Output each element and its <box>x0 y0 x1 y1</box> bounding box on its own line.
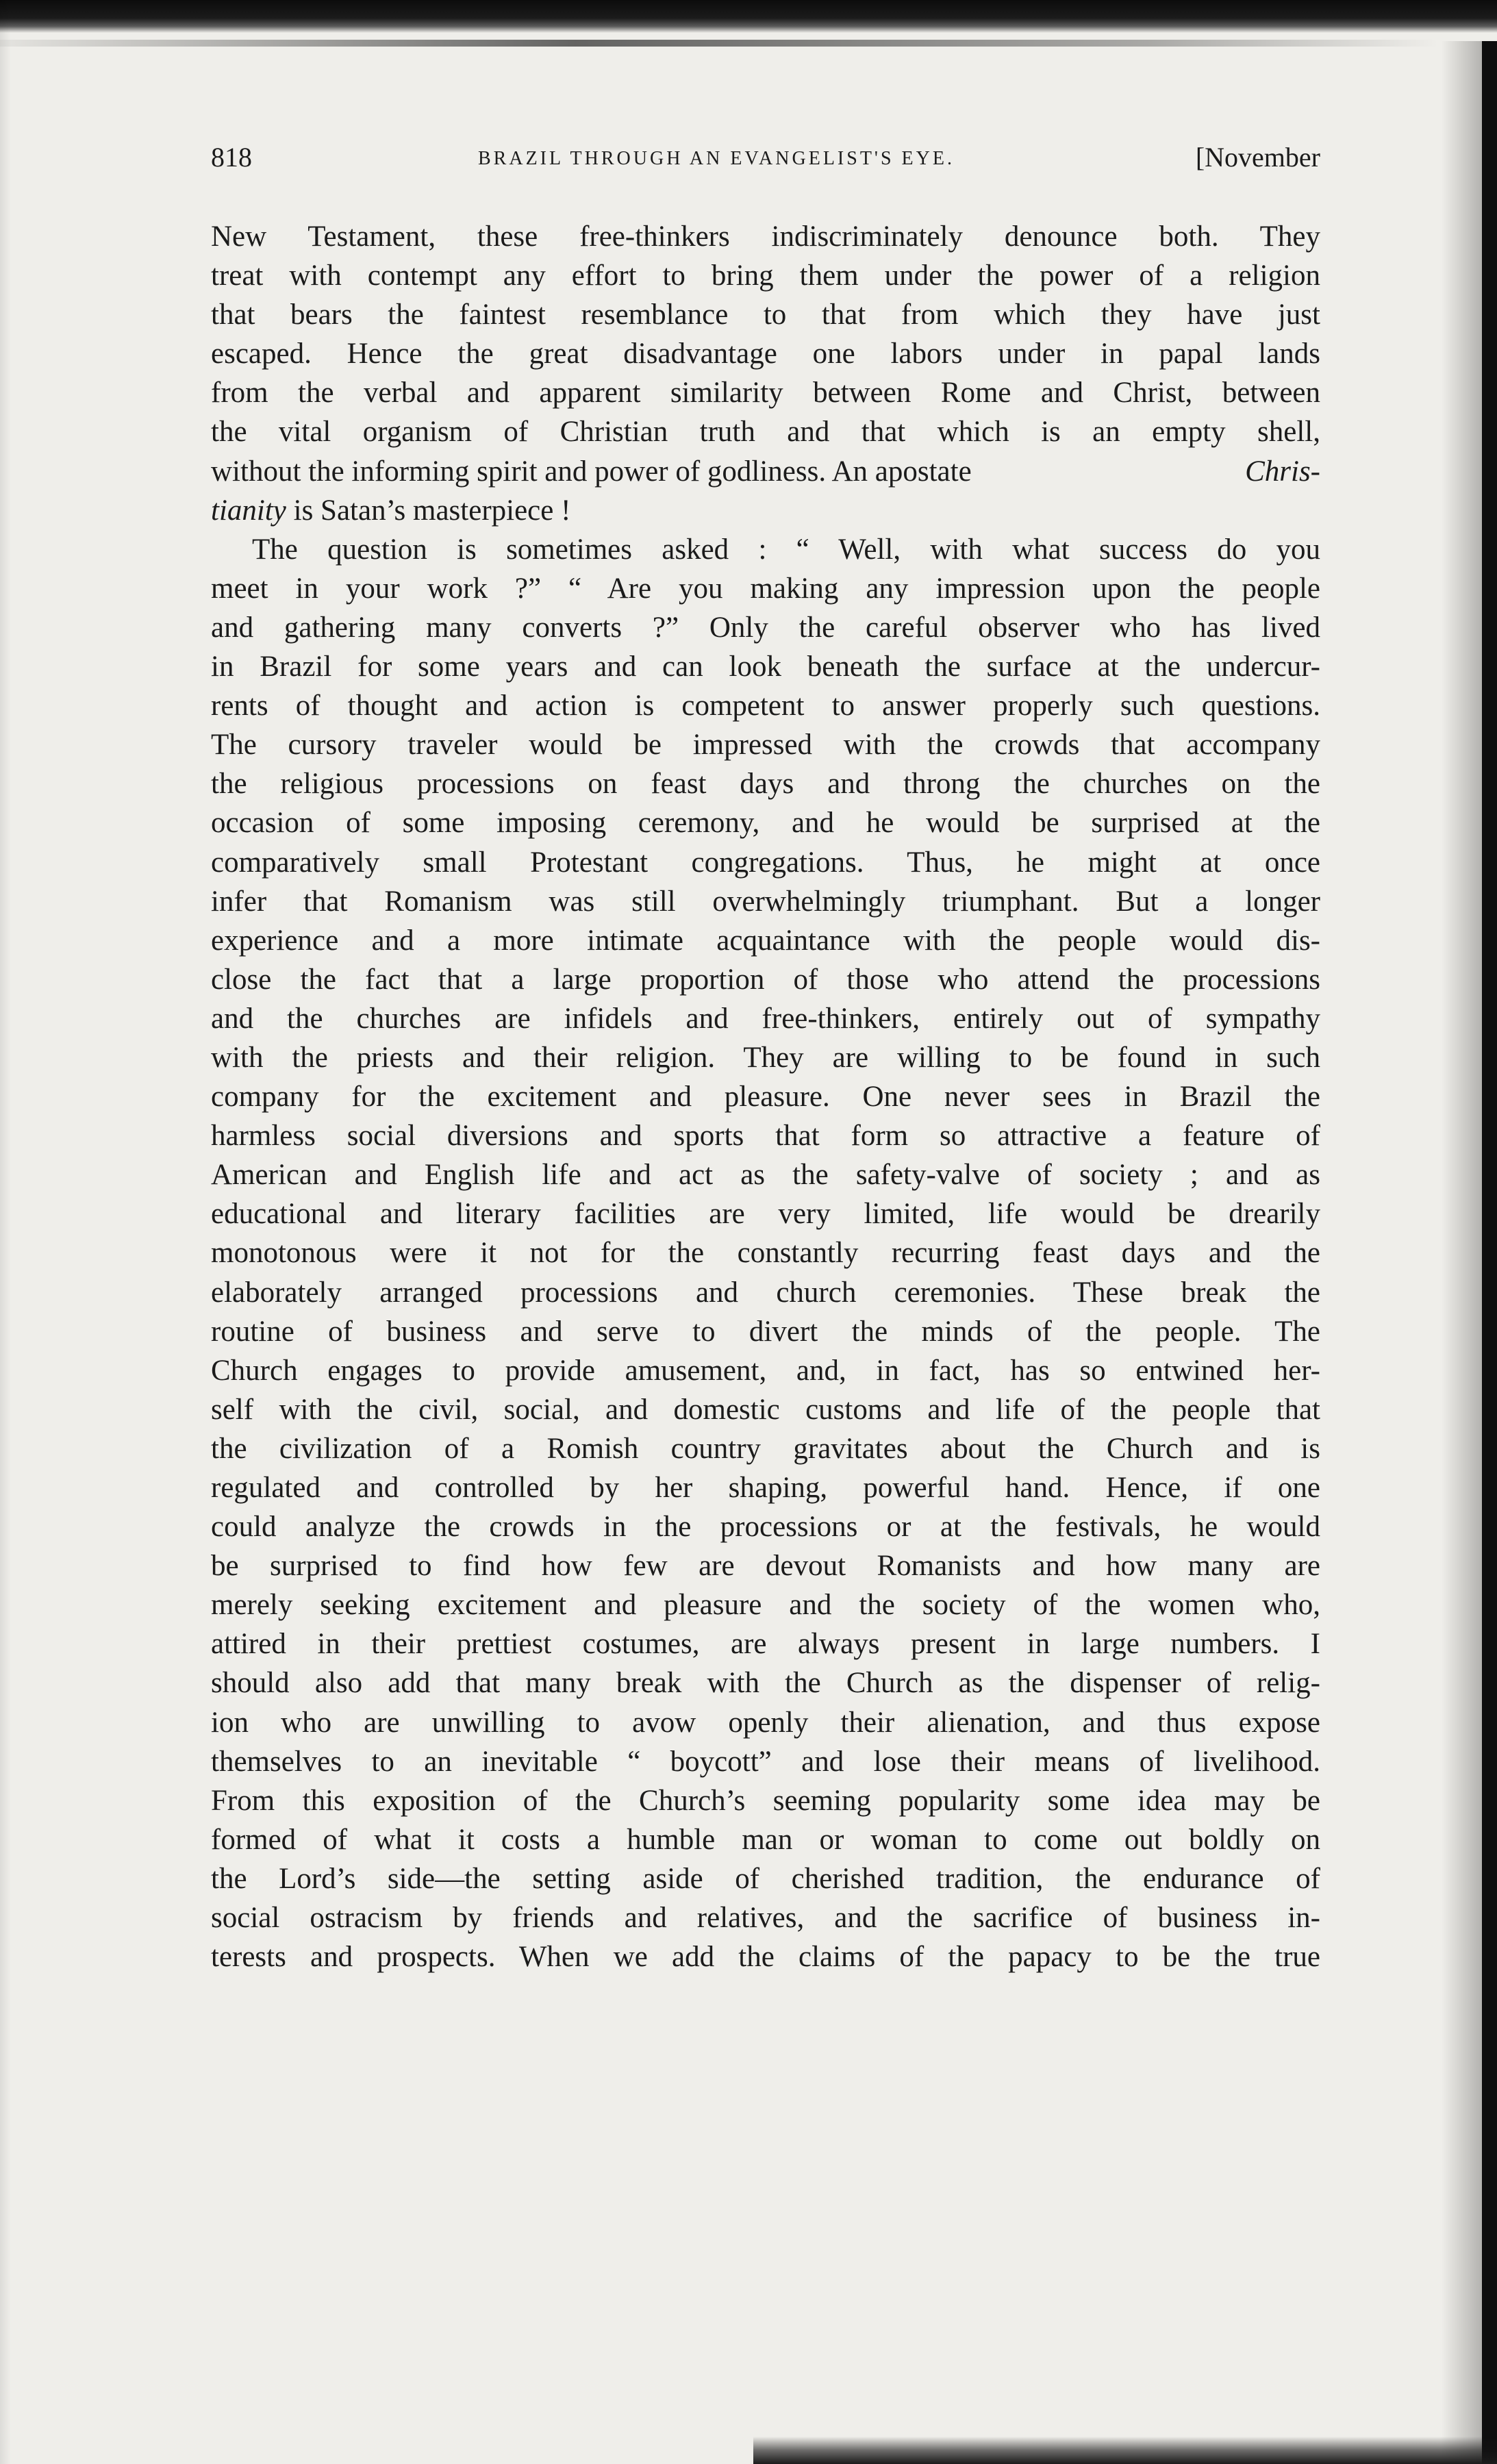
text-line: could analyze the crowds in the processions or at the festivals, he would <box>211 1511 1320 1544</box>
scan-bottom-edge <box>753 2437 1497 2464</box>
scan-top-rule <box>0 40 1438 47</box>
text-line: be surprised to find how few are devout Romanists and how many are <box>211 1550 1320 1583</box>
text-line-paragraph-end <box>211 491 1320 530</box>
text-line: with the priests and their religion. They are willing to be found in such <box>211 1041 1320 1074</box>
text-line: occasion of some imposing ceremony, and he would be surprised at the <box>211 807 1320 840</box>
text-line: elaborately arranged processions and church ceremonies. These break the <box>211 1276 1320 1309</box>
text-line: the vital organism of Christian truth and that which is an empty shell, <box>211 416 1320 449</box>
scan-top-edge <box>0 0 1497 33</box>
text-line: that bears the faintest resemblance to that from which they have just <box>211 299 1320 331</box>
text-line: rents of thought and action is competent to answer properly such questions. <box>211 690 1320 722</box>
running-month: [November <box>1195 142 1320 173</box>
scan-left-edge <box>0 0 11 2464</box>
text-line: terests and prospects. When we add the claims of the papacy to be the true <box>211 1941 1320 1974</box>
text-line: ion who are unwilling to avow openly their alienation, and thus expose <box>211 1706 1320 1739</box>
text-line: regulated and controlled by her shaping, powerful hand. Hence, if one <box>211 1472 1320 1504</box>
text-line: the Lord’s side—the setting aside of cherished tradition, the endurance of <box>211 1862 1320 1895</box>
text-line: experience and a more intimate acquaintance with the people would dis- <box>211 924 1320 957</box>
page-number: 818 <box>211 142 252 173</box>
text-line: treat with contempt any effort to bring them under the power of a religion <box>211 260 1320 292</box>
running-title: BRAZIL THROUGH AN EVANGELIST'S EYE. <box>478 148 955 169</box>
text-line: and gathering many converts ?” Only the careful observer who has lived <box>211 611 1320 644</box>
text-line: infer that Romanism was still overwhelmingly triumphant. But a longer <box>211 885 1320 918</box>
text-line-part: is Satan’s masterpiece ! <box>286 494 571 527</box>
text-line: New Testament, these free-thinkers indiscriminately denounce both. They <box>211 221 1320 253</box>
text-line: monotonous were it not for the constantly recurring feast days and the <box>211 1237 1320 1270</box>
text-line: self with the civil, social, and domestic customs and life of the people that <box>211 1393 1320 1426</box>
scan-right-shadow <box>1441 41 1482 2464</box>
text-line: Church engages to provide amusement, and, in fact, has so entwined her- <box>211 1354 1320 1387</box>
text-line: the religious processions on feast days and throng the churches on the <box>211 768 1320 801</box>
text-line: the civilization of a Romish country gravitates about the Church and is <box>211 1432 1320 1465</box>
text-line: should also add that many break with the Church as the dispenser of relig- <box>211 1667 1320 1700</box>
text-line: harmless social diversions and sports that form so attractive a feature of <box>211 1120 1320 1153</box>
text-line-with-italic <box>211 452 1320 491</box>
text-line: from the verbal and apparent similarity between Rome and Christ, between <box>211 377 1320 410</box>
text-line: company for the excitement and pleasure. One never sees in Brazil the <box>211 1081 1320 1114</box>
italic-word: Chris- <box>1245 455 1320 488</box>
text-line: escaped. Hence the great disadvantage one labors under in papal lands <box>211 338 1320 370</box>
text-line: in Brazil for some years and can look beneath the surface at the undercur- <box>211 651 1320 683</box>
text-line: formed of what it costs a humble man or woman to come out boldly on <box>211 1823 1320 1856</box>
text-line: educational and literary facilities are very limited, life would be drearily <box>211 1198 1320 1231</box>
text-line: merely seeking excitement and pleasure and the society of the women who, <box>211 1589 1320 1622</box>
text-line: and the churches are infidels and free-thinkers, entirely out of sympathy <box>211 1002 1320 1035</box>
article-body <box>211 217 1320 1976</box>
text-line: attired in their prettiest costumes, are always present in large numbers. I <box>211 1628 1320 1661</box>
text-line: American and English life and act as the safety-valve of society ; and as <box>211 1159 1320 1192</box>
running-head <box>211 137 1320 178</box>
scan-right-edge <box>1482 41 1497 2464</box>
text-line-paragraph-start: The question is sometimes asked : “ Well, with what success do you <box>252 533 1320 566</box>
text-line: comparatively small Protestant congregations. Thus, he might at once <box>211 846 1320 879</box>
italic-word: tianity <box>211 494 286 527</box>
text-line: meet in your work ?” “ Are you making any impression upon the people <box>211 572 1320 605</box>
text-line: From this exposition of the Church’s seeming popularity some idea may be <box>211 1784 1320 1817</box>
text-line: themselves to an inevitable “ boycott” and lose their means of livelihood. <box>211 1745 1320 1778</box>
text-line: The cursory traveler would be impressed with the crowds that accompany <box>211 729 1320 762</box>
text-line: social ostracism by friends and relatives, and the sacrifice of business in- <box>211 1902 1320 1935</box>
text-line: routine of business and serve to divert the minds of the people. The <box>211 1315 1320 1348</box>
text-line-part: without the informing spirit and power of godliness. An apostate <box>211 455 972 488</box>
text-line: close the fact that a large proportion of those who attend the processions <box>211 963 1320 996</box>
